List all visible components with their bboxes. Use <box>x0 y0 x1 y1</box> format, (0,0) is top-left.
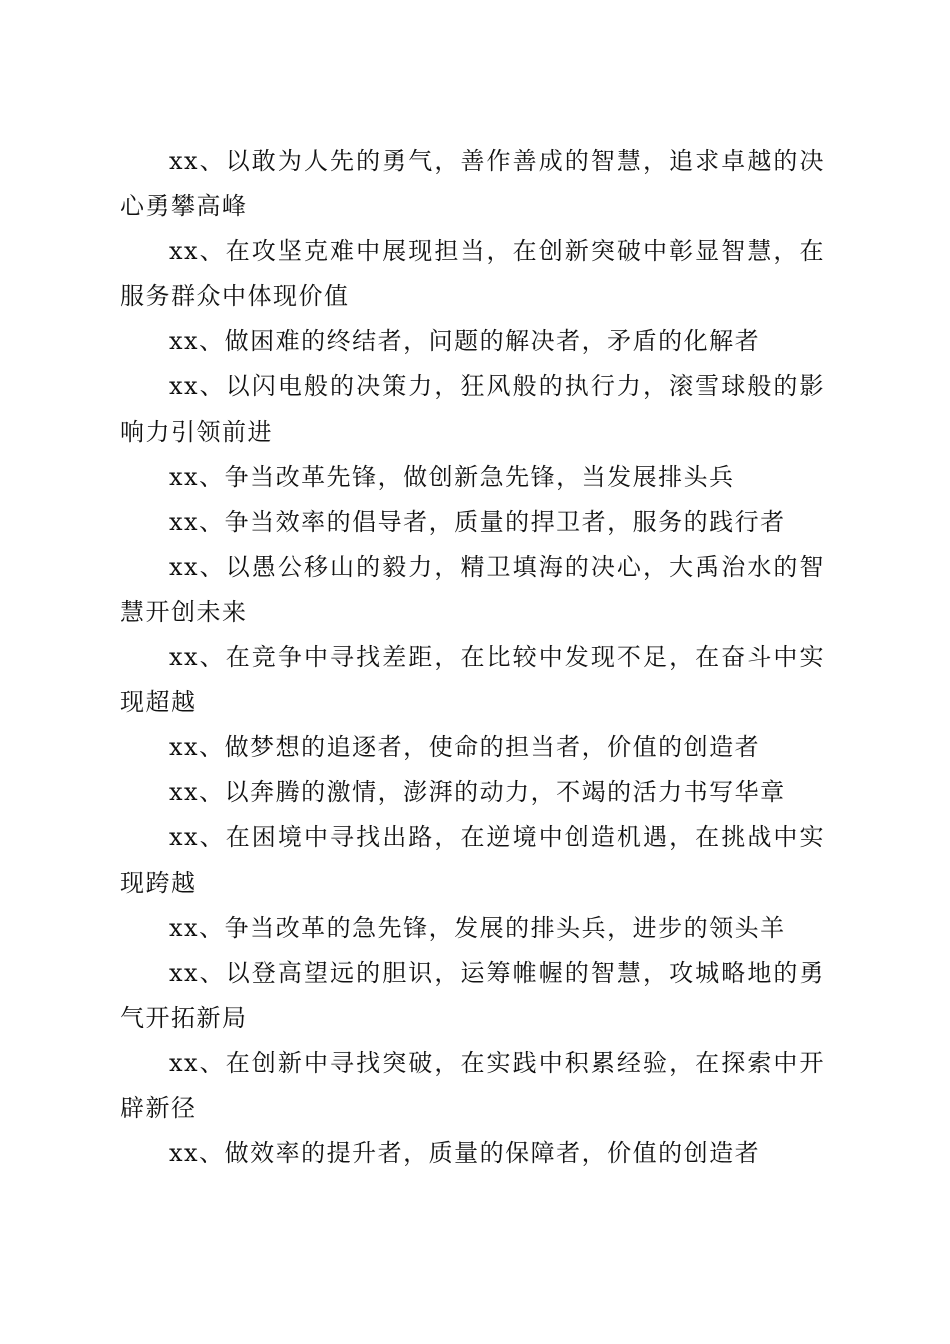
paragraph-11: xx、在困境中寻找出路，在逆境中创造机遇，在挑战中实现跨越 <box>120 823 825 897</box>
paragraph-13: xx、以登高望远的胆识，运筹帷幄的智慧，攻城略地的勇气开拓新局 <box>120 958 825 1032</box>
paragraph-7: xx、以愚公移山的毅力，精卫填海的决心，大禹治水的智慧开创未来 <box>120 552 825 626</box>
paragraph-4: xx、以闪电般的决策力，狂风般的执行力，滚雪球般的影响力引领前进 <box>120 372 825 446</box>
paragraph-3: xx、做困难的终结者，问题的解决者，矛盾的化解者 <box>169 327 761 356</box>
document-body <box>120 139 825 1176</box>
paragraph-8: xx、在竞争中寻找差距，在比较中发现不足，在奋斗中实现超越 <box>120 643 825 717</box>
paragraph-15: xx、做效率的提升者，质量的保障者，价值的创造者 <box>169 1139 761 1168</box>
paragraph-1: xx、以敢为人先的勇气，善作善成的智慧，追求卓越的决心勇攀高峰 <box>120 147 825 221</box>
paragraph-10: xx、以奔腾的激情，澎湃的动力，不竭的活力书写华章 <box>169 778 786 807</box>
paragraph-6: xx、争当效率的倡导者，质量的捍卫者，服务的践行者 <box>169 507 786 536</box>
paragraph-2: xx、在攻坚克难中展现担当，在创新突破中彰显智慧，在服务群众中体现价值 <box>120 237 825 311</box>
paragraph-12: xx、争当改革的急先锋，发展的排头兵，进步的领头羊 <box>169 913 786 942</box>
paragraph-9: xx、做梦想的追逐者，使命的担当者，价值的创造者 <box>169 733 761 762</box>
paragraph-5: xx、争当改革先锋，做创新急先锋，当发展排头兵 <box>169 462 735 491</box>
paragraph-14: xx、在创新中寻找突破，在实践中积累经验，在探索中开辟新径 <box>120 1048 825 1122</box>
